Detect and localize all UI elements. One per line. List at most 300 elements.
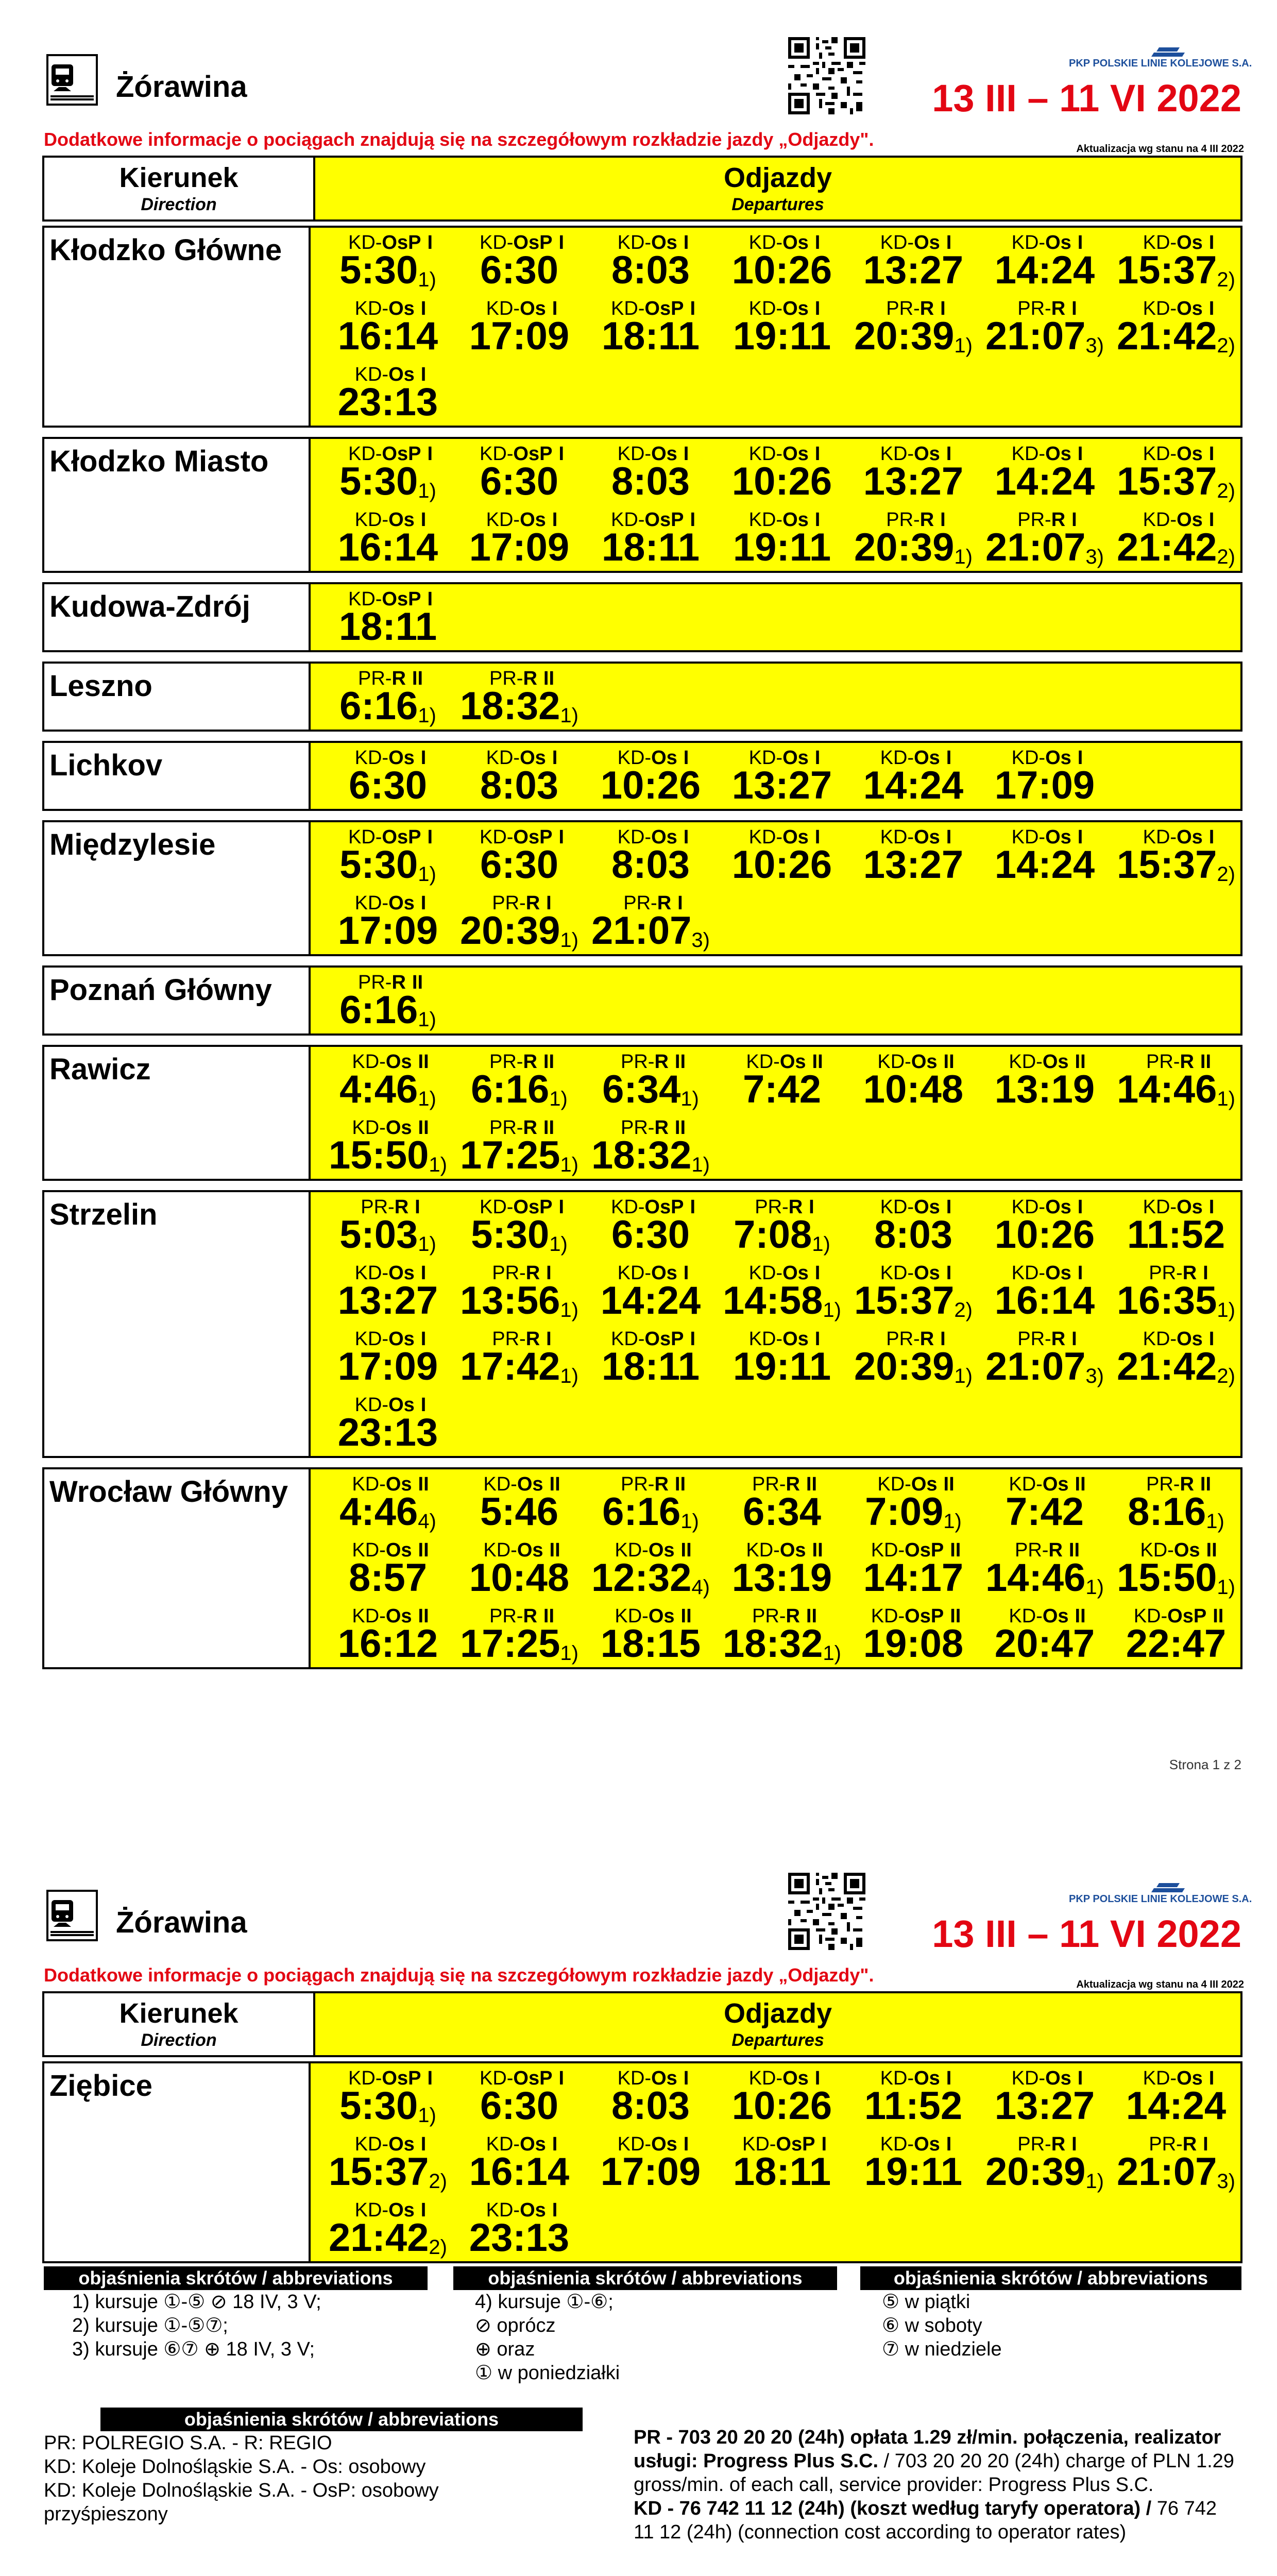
- carrier-code: KD-: [880, 443, 914, 465]
- departure-time: [326, 989, 450, 1038]
- track-marker: I: [690, 298, 696, 319]
- train-type: Os: [388, 298, 415, 319]
- carrier-code: PR-: [489, 1117, 523, 1139]
- departure-time: [1114, 1214, 1238, 1256]
- abbr-line: ⑥ w soboty: [882, 2315, 982, 2336]
- departure-item: [584, 505, 715, 571]
- time-value: 16:14: [337, 314, 438, 358]
- carrier-code: PR-: [1014, 1539, 1049, 1561]
- train-type: Os: [388, 1328, 415, 1350]
- carrier-code: KD-: [1143, 232, 1177, 253]
- time-value: 10:48: [469, 1556, 570, 1600]
- destination-block: [42, 582, 1242, 652]
- departure-item: [846, 1324, 978, 1390]
- carrier-code: KD-: [880, 1262, 914, 1284]
- train-type: Os: [911, 1473, 938, 1495]
- train-type: R: [523, 1605, 537, 1627]
- departure-item: [715, 439, 846, 505]
- departures-header: [315, 1993, 1240, 2055]
- time-value: 17:42: [460, 1345, 560, 1388]
- departure-item: [452, 1469, 584, 1535]
- train-type: Os: [1177, 232, 1203, 253]
- departure-time: [1114, 1491, 1238, 1539]
- train-type: Os: [782, 298, 809, 319]
- time-value: 17:09: [994, 764, 1095, 807]
- time-value: 12:32: [591, 1556, 692, 1600]
- train-type: Os: [914, 747, 940, 769]
- train-type: R: [1051, 298, 1066, 319]
- departure-item: [584, 743, 715, 809]
- departure-item: [452, 1601, 584, 1667]
- train-type: R: [523, 1051, 537, 1073]
- footnote-marker: 1): [418, 704, 436, 727]
- departure-time: [589, 1346, 712, 1388]
- departure-item: [321, 439, 452, 505]
- track-marker: I: [814, 509, 821, 531]
- departure-item: [452, 228, 584, 294]
- track-marker: II: [418, 1473, 429, 1495]
- carrier-code: PR-: [357, 972, 392, 993]
- abbr-line: ⊕ oraz: [475, 2338, 535, 2360]
- departure-item: [321, 1324, 452, 1390]
- track-marker: I: [420, 509, 427, 531]
- train-type: R: [1048, 1539, 1063, 1561]
- footnote-marker: 1): [560, 1642, 578, 1665]
- track-marker: I: [1208, 2067, 1215, 2089]
- departure-item: [978, 822, 1109, 888]
- carrier-code: KD-: [617, 747, 652, 769]
- track-marker: I: [552, 747, 558, 769]
- carrier-code: KD-: [610, 1328, 645, 1350]
- departure-item: [452, 1535, 584, 1601]
- track-marker: II: [1200, 1051, 1212, 1073]
- departures-label: Odjazdy: [723, 162, 832, 193]
- departure-time: [1114, 1069, 1238, 1117]
- abbr-line: ⊘ oprócz: [475, 2315, 556, 2336]
- train-type: Os: [914, 2067, 940, 2089]
- carrier-code: PR-: [1017, 509, 1051, 531]
- time-value: 6:30: [480, 843, 559, 887]
- departure-item: [978, 1258, 1109, 1324]
- track-marker: I: [1077, 1196, 1083, 1218]
- carrier-code: KD-: [354, 892, 389, 914]
- departure-item: [715, 294, 846, 360]
- time-value: 18:32: [460, 684, 560, 728]
- track-marker: I: [420, 1394, 427, 1416]
- timetable-page-2: [0, 1820, 1277, 2576]
- departure-item: [978, 2129, 1109, 2195]
- footnote-marker: 1): [549, 1088, 568, 1110]
- time-value: 18:32: [723, 1622, 823, 1666]
- destination-block: [42, 1190, 1242, 1458]
- departure-item: [321, 1113, 452, 1179]
- abbr-line: 4) kursuje ①-⑥;: [475, 2291, 614, 2313]
- direction-sub: Direction: [141, 195, 217, 214]
- time-value: 5:03: [339, 1213, 418, 1257]
- departure-time: [852, 249, 975, 292]
- time-value: 17:25: [460, 1622, 560, 1666]
- departure-time: [457, 844, 581, 886]
- time-value: 14:58: [723, 1279, 823, 1323]
- departure-time: [852, 1346, 975, 1394]
- train-type: R: [1182, 1262, 1197, 1284]
- train-type: OsP: [644, 509, 684, 531]
- carrier-code: KD-: [1011, 1262, 1046, 1284]
- departure-time: [457, 1557, 581, 1599]
- carrier-code: KD-: [1143, 826, 1177, 848]
- track-marker: I: [552, 2133, 558, 2155]
- carrier-code: KD-: [354, 2133, 389, 2155]
- track-marker: I: [546, 1328, 552, 1350]
- departure-item: [715, 743, 846, 809]
- departure-item: [846, 1192, 978, 1258]
- train-type: Os: [1042, 1051, 1069, 1073]
- train-type: OsP: [905, 1605, 944, 1627]
- abbr-line: ⑤ w piątki: [882, 2291, 970, 2313]
- time-value: 21:42: [1117, 314, 1217, 358]
- train-type: Os: [782, 1262, 809, 1284]
- departure-item: [321, 1469, 452, 1535]
- time-value: 14:24: [994, 460, 1095, 503]
- departure-item: [452, 2063, 584, 2129]
- carrier-code: PR-: [1017, 1328, 1051, 1350]
- time-value: 13:27: [863, 248, 964, 292]
- track-marker: II: [543, 668, 555, 689]
- departure-item: [321, 2129, 452, 2195]
- departure-item: [584, 822, 715, 888]
- abbreviations-col-3: [860, 2266, 1241, 2361]
- departures-grid: [311, 664, 1240, 730]
- departure-time: [326, 765, 450, 807]
- departure-item: [1109, 1324, 1240, 1390]
- train-type: R: [523, 668, 537, 689]
- time-value: 6:30: [611, 1213, 690, 1257]
- departure-item: [452, 2129, 584, 2195]
- footnote-marker: 3): [1085, 1365, 1104, 1387]
- train-type: Os: [520, 2199, 546, 2221]
- time-value: 10:26: [600, 764, 701, 807]
- carrier-code: KD-: [479, 1196, 514, 1218]
- track-marker: I: [946, 747, 952, 769]
- departure-item: [321, 1258, 452, 1324]
- track-marker: II: [943, 1473, 955, 1495]
- footnote-marker: 2): [429, 2170, 447, 2193]
- departure-item: [846, 2063, 978, 2129]
- departure-time: [326, 461, 450, 509]
- departures-grid: [311, 439, 1240, 571]
- departure-time: [326, 1623, 450, 1665]
- carrier-code: KD-: [610, 1196, 645, 1218]
- track-marker: I: [683, 2067, 689, 2089]
- departure-time: [852, 1280, 975, 1328]
- time-value: 21:07: [1117, 2150, 1217, 2194]
- track-marker: I: [690, 509, 696, 531]
- departure-item: [584, 2129, 715, 2195]
- train-type: OsP: [382, 232, 421, 253]
- time-value: 8:57: [348, 1556, 428, 1600]
- departures-grid: [311, 968, 1240, 1033]
- departure-time: [457, 1069, 581, 1117]
- train-type: OsP: [382, 443, 421, 465]
- train-type: R: [525, 1262, 540, 1284]
- footnote-marker: 1): [823, 1299, 841, 1321]
- departure-time: [457, 1134, 581, 1183]
- departure-item: [321, 1192, 452, 1258]
- track-marker: I: [558, 1196, 565, 1218]
- departure-item: [321, 584, 452, 650]
- train-type: Os: [520, 747, 546, 769]
- train-type: Os: [651, 232, 677, 253]
- track-marker: I: [420, 2133, 427, 2155]
- departure-time: [457, 1346, 581, 1394]
- time-value: 6:16: [339, 684, 418, 728]
- track-marker: II: [418, 1539, 429, 1561]
- departure-item: [715, 1324, 846, 1390]
- train-type: Os: [648, 1605, 675, 1627]
- carrier-code: KD-: [486, 2133, 520, 2155]
- departure-time: [457, 2085, 581, 2127]
- departure-item: [715, 2129, 846, 2195]
- train-type: OsP: [644, 298, 684, 319]
- train-type: R: [1051, 509, 1066, 531]
- track-marker: I: [558, 443, 565, 465]
- departure-item: [1109, 505, 1240, 571]
- departure-item: [846, 294, 978, 360]
- footnote-marker: 1): [1085, 2170, 1104, 2193]
- departures-header: [315, 158, 1240, 219]
- departure-time: [983, 844, 1106, 886]
- carrier-code: KD-: [1011, 747, 1046, 769]
- time-value: 20:47: [994, 1622, 1095, 1666]
- carrier-code: KD-: [880, 826, 914, 848]
- train-type: Os: [520, 509, 546, 531]
- track-marker: I: [946, 1196, 952, 1218]
- carrier-code: KD-: [746, 1539, 780, 1561]
- departure-time: [720, 249, 844, 292]
- abbreviations-col-2: [453, 2266, 837, 2385]
- track-marker: I: [546, 1262, 552, 1284]
- departure-time: [1114, 527, 1238, 575]
- train-type: OsP: [644, 1196, 684, 1218]
- carrier-code: KD-: [354, 364, 389, 385]
- departure-time: [457, 765, 581, 807]
- train-type: Os: [914, 2133, 940, 2155]
- train-type: R: [654, 1473, 669, 1495]
- carrier-code: KD-: [348, 2067, 382, 2089]
- carrier-code: KD-: [1009, 1051, 1043, 1073]
- track-marker: II: [812, 1051, 823, 1073]
- time-value: 18:15: [600, 1622, 701, 1666]
- departure-time: [983, 1623, 1106, 1665]
- departure-time: [852, 1623, 975, 1665]
- time-value: 17:25: [460, 1133, 560, 1177]
- carrier-code: KD-: [615, 1605, 649, 1627]
- train-type: OsP: [1167, 1605, 1207, 1627]
- time-value: 18:11: [601, 1345, 700, 1388]
- track-marker: II: [674, 1051, 686, 1073]
- departure-time: [326, 1491, 450, 1539]
- departure-time: [852, 2085, 975, 2127]
- info-line: Dodatkowe informacje o pociągach znajdują się na szczegółowym rozkładzie jazdy „Odjazdy".: [44, 1964, 874, 1986]
- departure-item: [584, 1047, 715, 1113]
- carrier-code: KD-: [1011, 826, 1046, 848]
- departure-time: [1114, 1557, 1238, 1605]
- departure-time: [983, 527, 1106, 575]
- departure-time: [1114, 1623, 1238, 1665]
- train-type: Os: [782, 1328, 809, 1350]
- carrier-code: PR-: [755, 1196, 789, 1218]
- departure-time: [852, 461, 975, 503]
- departures-grid: [311, 743, 1240, 809]
- track-marker: I: [420, 1262, 427, 1284]
- track-marker: I: [427, 826, 433, 848]
- departure-item: [978, 1324, 1109, 1390]
- departure-item: [715, 505, 846, 571]
- departure-time: [1114, 2085, 1238, 2127]
- departure-item: [321, 822, 452, 888]
- departure-item: [1109, 822, 1240, 888]
- time-value: 10:26: [731, 248, 832, 292]
- departure-item: [715, 822, 846, 888]
- carrier-code: PR-: [886, 298, 920, 319]
- train-type: Os: [651, 747, 677, 769]
- pkp-logo-text: PKP POLSKIE LINIE KOLEJOWE S.A.: [1069, 58, 1252, 69]
- carrier-code: KD-: [352, 1473, 386, 1495]
- train-type: Os: [1045, 232, 1071, 253]
- time-value: 8:16: [1128, 1490, 1206, 1534]
- departure-item: [584, 228, 715, 294]
- carrier-code: KD-: [486, 509, 520, 531]
- departure-item: [978, 294, 1109, 360]
- departure-time: [720, 1069, 844, 1111]
- departure-time: [457, 685, 581, 734]
- departure-item: [1109, 228, 1240, 294]
- train-type: Os: [779, 1539, 806, 1561]
- track-marker: I: [415, 1196, 420, 1218]
- departure-item: [1109, 294, 1240, 360]
- track-marker: I: [1203, 2133, 1208, 2155]
- track-marker: II: [412, 668, 423, 689]
- track-marker: I: [809, 1196, 814, 1218]
- time-value: 14:24: [994, 248, 1095, 292]
- departure-time: [1114, 1346, 1238, 1394]
- carrier-code: KD-: [352, 1539, 386, 1561]
- train-type: Os: [385, 1473, 412, 1495]
- departure-time: [326, 910, 450, 952]
- footnote-marker: 2): [1217, 268, 1235, 291]
- track-marker: I: [1071, 298, 1077, 319]
- polregio-logo-icon: [57, 2572, 278, 2576]
- track-marker: I: [940, 509, 946, 531]
- time-value: 14:46: [985, 1556, 1086, 1600]
- track-marker: I: [814, 298, 821, 319]
- carrier-code: KD-: [348, 232, 382, 253]
- departure-time: [326, 1557, 450, 1599]
- time-value: 7:09: [865, 1490, 944, 1534]
- track-marker: II: [1068, 1539, 1080, 1561]
- departure-time: [852, 1069, 975, 1111]
- track-marker: I: [940, 1328, 946, 1350]
- train-type: Os: [911, 1051, 938, 1073]
- departure-time: [983, 249, 1106, 292]
- track-marker: I: [427, 443, 433, 465]
- destination-block: [42, 2061, 1242, 2263]
- departure-item: [452, 888, 584, 954]
- train-type: Os: [1045, 747, 1071, 769]
- time-value: 13:27: [863, 843, 964, 887]
- train-type: Os: [1045, 1262, 1071, 1284]
- carrier-code: KD-: [617, 443, 652, 465]
- departure-item: [452, 1324, 584, 1390]
- track-marker: I: [1077, 232, 1083, 253]
- track-marker: II: [680, 1605, 692, 1627]
- time-value: 15:37: [854, 1279, 955, 1323]
- departures-grid: [311, 1047, 1240, 1179]
- departure-item: [584, 1469, 715, 1535]
- carrier-code: PR-: [752, 1605, 786, 1627]
- carrier-code: KD-: [479, 826, 514, 848]
- departure-item: [846, 505, 978, 571]
- train-type: R: [525, 1328, 540, 1350]
- departure-time: [326, 1134, 450, 1183]
- track-marker: I: [1071, 1328, 1077, 1350]
- time-value: 10:26: [731, 2084, 832, 2128]
- carrier-code: PR-: [1146, 1473, 1180, 1495]
- carrier-code: KD-: [1143, 443, 1177, 465]
- time-value: 6:34: [602, 1067, 681, 1111]
- departure-time: [326, 606, 450, 648]
- time-value: 17:09: [337, 1345, 438, 1388]
- footnote-marker: 1): [823, 1642, 841, 1665]
- time-value: 18:11: [601, 314, 700, 358]
- train-type: OsP: [382, 826, 421, 848]
- track-marker: I: [1208, 298, 1215, 319]
- time-value: 6:34: [742, 1490, 822, 1534]
- direction-header: [44, 1993, 315, 2055]
- departure-item: [846, 439, 978, 505]
- contact-pr: / 703 20 20 20 (24h) charge of PLN 1.29 gross/min. of each call, service provider: Progress Plus S.C.: [634, 2450, 1234, 2496]
- departure-time: [983, 315, 1106, 364]
- departure-item: [321, 743, 452, 809]
- departure-item: [584, 1535, 715, 1601]
- track-marker: I: [683, 443, 689, 465]
- train-type: Os: [651, 2067, 677, 2089]
- carrier-code: KD-: [742, 2133, 776, 2155]
- contact-pr-bold: PR - 703 20 20 20 (24h) opłata 1.29 zł/min. połączenia, realizator usługi: Progress Plus S.C.: [634, 2427, 1221, 2472]
- departure-time: [852, 844, 975, 886]
- time-value: 18:32: [591, 1133, 692, 1177]
- carrier-code: KD-: [1143, 1328, 1177, 1350]
- carrier-code: KD-: [1011, 2067, 1046, 2089]
- destination-name: Kudowa-Zdrój: [44, 584, 311, 650]
- carrier-code: KD-: [871, 1605, 905, 1627]
- train-type: Os: [914, 1262, 940, 1284]
- timetable-header: [42, 156, 1242, 222]
- time-value: 14:46: [1117, 1067, 1217, 1111]
- train-type: Os: [914, 1196, 940, 1218]
- carrier-code: KD-: [871, 1539, 905, 1561]
- train-type: Os: [782, 2067, 809, 2089]
- train-type: Os: [914, 443, 940, 465]
- carrier-code: KD-: [479, 443, 514, 465]
- track-marker: I: [420, 1328, 427, 1350]
- departure-time: [457, 1280, 581, 1328]
- time-value: 14:17: [863, 1556, 964, 1600]
- track-marker: I: [1077, 443, 1083, 465]
- carrier-code: KD-: [1140, 1539, 1174, 1561]
- update-line: Aktualizacja wg stanu na 4 III 2022: [1076, 1979, 1244, 1990]
- carrier-code: KD-: [1143, 1196, 1177, 1218]
